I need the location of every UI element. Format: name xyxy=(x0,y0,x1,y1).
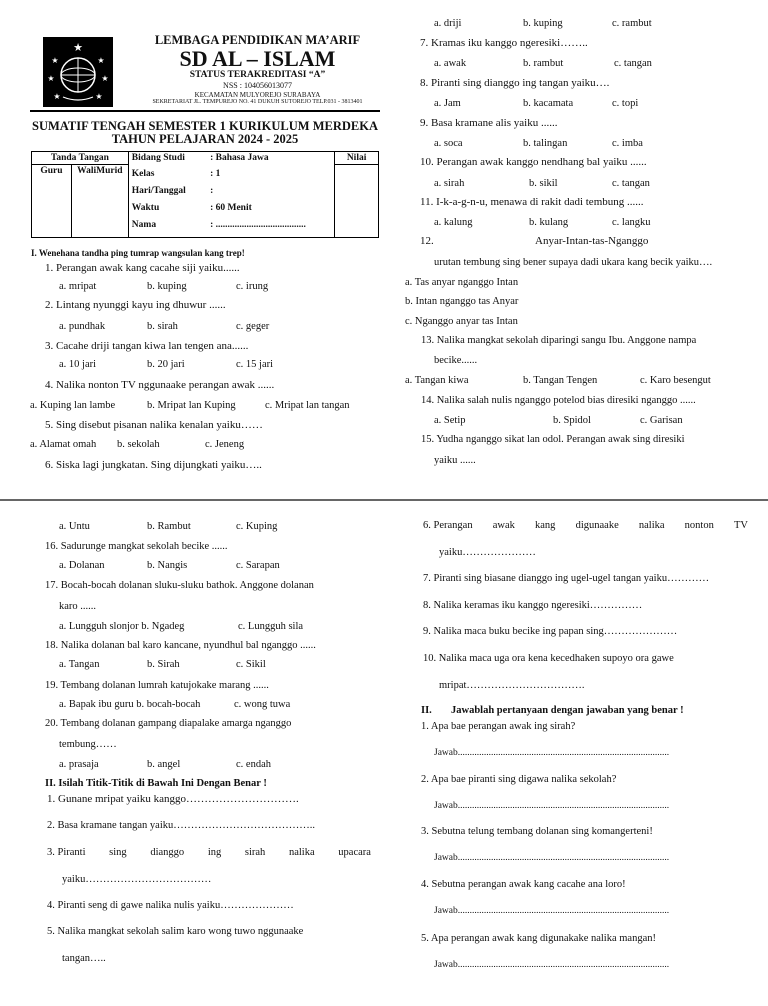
parent-signature-cell: WaliMurid xyxy=(71,165,128,238)
header-rule xyxy=(30,110,380,112)
question-17-cont: karo ...... xyxy=(59,601,97,612)
question-15: 15. Yudha nganggo sikat lan odol. Perangan awak sing diresiki xyxy=(421,434,685,445)
fill-question-8: 8. Nalika keramas iku kanggo ngeresiki…………… xyxy=(423,600,643,611)
fill-question-4: 4. Piranti seng di gawe nalika nulis yaiku………………… xyxy=(47,900,294,911)
svg-text:★: ★ xyxy=(73,42,83,54)
row-label: Kelas xyxy=(128,165,207,182)
option[interactable]: c. irung xyxy=(236,281,269,292)
option[interactable]: b. kacamata xyxy=(523,98,574,109)
fill-question-3-cont: yaiku……………………………… xyxy=(62,874,212,885)
option[interactable]: a. Setip xyxy=(434,415,466,426)
option[interactable]: b. Mripat lan Kuping xyxy=(147,400,236,411)
option[interactable]: b. kuping xyxy=(147,281,187,292)
row-value: : 60 Menit xyxy=(207,199,335,216)
option[interactable]: a. kalung xyxy=(434,217,473,228)
score-header: Nilai xyxy=(335,152,379,165)
fill-question-6: 6. Perangan awak kang digunaake nalika nonton TV xyxy=(423,520,748,531)
svg-text:★: ★ xyxy=(95,92,103,101)
option[interactable]: c. topi xyxy=(612,98,639,109)
question-10: 10. Perangan awak kanggo nendhang bal yaiku ...... xyxy=(420,156,647,168)
option[interactable]: a. Untu xyxy=(59,521,90,532)
option[interactable]: c. Jeneng xyxy=(205,439,245,450)
question-2: 2. Lintang nyunggi kayu ing dhuwur ...... xyxy=(45,299,226,311)
option[interactable]: c. Mripat lan tangan xyxy=(265,400,350,411)
essay-question-2: 2. Apa bae piranti sing digawa nalika sekolah? xyxy=(421,774,617,785)
question-9: 9. Basa kramane alis yaiku ...... xyxy=(420,117,558,129)
option[interactable]: a. Tas anyar nganggo Intan xyxy=(405,277,519,288)
question-12: urutan tembung sing bener supaya dadi ukara kang becik yaiku…. xyxy=(434,257,713,268)
option[interactable]: c. Garisan xyxy=(640,415,683,426)
fill-question-10-cont: mripat……………………………. xyxy=(439,680,585,691)
option[interactable]: a. Kuping lan lambe xyxy=(30,400,116,411)
question-4: 4. Nalika nonton TV nggunaake perangan awak ...... xyxy=(45,379,275,391)
option[interactable]: c. tangan xyxy=(614,58,652,69)
option[interactable]: c. endah xyxy=(236,759,271,770)
option[interactable]: a. Alamat omah xyxy=(30,439,97,450)
section-3-number: II. xyxy=(421,705,432,716)
essay-question-5: 5. Apa perangan awak kang digunakake nalika mangan! xyxy=(421,933,656,944)
row-label: Nama xyxy=(128,216,207,233)
fill-question-9: 9. Nalika maca buku becike ing papan sing………………… xyxy=(423,626,678,637)
option[interactable]: c. rambut xyxy=(612,18,652,29)
school-name: SD AL – ISLAM xyxy=(179,46,336,71)
option[interactable]: a. mripat xyxy=(59,281,97,292)
answer-line[interactable]: Jawab......................................................................................... xyxy=(434,801,670,811)
question-5: 5. Sing disebut pisanan nalika kenalan yaiku…… xyxy=(45,419,263,431)
option[interactable]: b. sikil xyxy=(529,178,558,189)
fill-question-2: 2. Basa kramane tangan yaiku………………………………….. xyxy=(47,820,315,831)
svg-text:★: ★ xyxy=(51,56,59,65)
question-18: 18. Nalika dolanan bal karo kancane, nyundhul bal nganggo ...... xyxy=(45,640,316,651)
essay-question-1: 1. Apa bae perangan awak ing sirah? xyxy=(421,721,576,732)
option[interactable]: c. Lungguh sila xyxy=(238,621,304,632)
option[interactable]: b. talingan xyxy=(523,138,568,149)
option[interactable]: c. Karo besengut xyxy=(640,375,711,386)
svg-text:★: ★ xyxy=(101,74,109,83)
option[interactable]: b. Nangis xyxy=(147,560,188,571)
option[interactable]: c. imba xyxy=(612,138,643,149)
option[interactable]: b. kulang xyxy=(529,217,569,228)
question-3: 3. Cacahe driji tangan kiwa lan tengen ana...... xyxy=(45,340,249,352)
option[interactable]: c. Kuping xyxy=(236,521,278,532)
question-19: 19. Tembang dolanan lumrah katujokake marang ...... xyxy=(45,680,269,691)
district: KECAMATAN MULYOREJO SURABAYA xyxy=(194,91,321,99)
option[interactable]: a. Dolanan xyxy=(59,560,105,571)
row-value: : 1 xyxy=(207,165,335,182)
question-11: 11. I-k-a-g-n-u, menawa di rakit dadi tembung ...... xyxy=(420,196,644,208)
option[interactable]: a. sirah xyxy=(434,178,465,189)
nss-number: NSS : 104056013077 xyxy=(223,81,292,90)
option[interactable]: a. awak xyxy=(434,58,467,69)
option[interactable]: b. sekolah xyxy=(117,439,160,450)
option[interactable]: c. geger xyxy=(236,321,270,332)
option[interactable]: b. Rambut xyxy=(147,521,191,532)
question-12-number: 12. xyxy=(420,235,434,247)
answer-line[interactable]: Jawab......................................................................................... xyxy=(434,748,670,758)
row-label: Bidang Studi xyxy=(128,152,207,165)
essay-question-3: 3. Sebutna telung tembang dolanan sing komangerteni! xyxy=(421,826,653,837)
option[interactable]: a. Tangan kiwa xyxy=(405,375,469,386)
row-value: : xyxy=(207,182,335,199)
option[interactable]: a. soca xyxy=(434,138,463,149)
option[interactable]: a. Lungguh slonjor b. Ngadeg xyxy=(59,621,185,632)
fill-question-3: 3. Piranti sing dianggo ing sirah nalika upacara xyxy=(47,847,371,858)
section-2-title: II. Isilah Titik-Titik di Bawah Ini Dengan Benar ! xyxy=(45,778,267,789)
row-label: Hari/Tanggal xyxy=(128,182,207,199)
essay-question-4: 4. Sebutna perangan awak kang cacahe ana loro! xyxy=(421,879,626,890)
question-16: 16. Sadurunge mangkat sekolah becike ...... xyxy=(45,541,228,552)
question-17: 17. Bocah-bocah dolanan sluku-sluku bathok. Anggone dolanan xyxy=(45,580,314,591)
question-8: 8. Piranti sing dianggo ing tangan yaiku…. xyxy=(420,77,610,89)
option[interactable]: c. Nganggo anyar tas Intan xyxy=(405,316,518,327)
fill-question-10: 10. Nalika maca uga ora kena kecedhaken supoyo ora gawe xyxy=(423,653,674,664)
accreditation-status: STATUS TERAKREDITASI “A” xyxy=(189,70,326,80)
question-20-cont: tembung…… xyxy=(59,739,117,750)
option[interactable]: b. rambut xyxy=(523,58,564,69)
question-13-cont: becike...... xyxy=(434,355,478,366)
school-logo xyxy=(43,37,113,107)
question-7: 7. Kramas iku kanggo ngeresiki…….. xyxy=(420,37,588,49)
answer-line[interactable]: Jawab......................................................................................... xyxy=(434,960,670,970)
option[interactable]: c. langku xyxy=(612,217,651,228)
page-divider xyxy=(0,499,768,501)
option[interactable]: b. Sirah xyxy=(147,659,180,670)
row-value: : Bahasa Jawa xyxy=(207,152,335,165)
option[interactable]: b. angel xyxy=(147,759,181,770)
option[interactable]: a. prasaja xyxy=(59,759,99,770)
section-3-title: Jawablah pertanyaan dengan jawaban yang benar ! xyxy=(451,705,684,716)
option[interactable]: b. Spidol xyxy=(553,415,591,426)
svg-text:★: ★ xyxy=(53,92,61,101)
score-cell[interactable] xyxy=(335,165,379,238)
option[interactable]: a. Bapak ibu guru b. bocah-bocah xyxy=(59,699,201,710)
svg-text:★: ★ xyxy=(97,56,105,65)
option[interactable]: c. wong tuwa xyxy=(234,699,291,710)
name-field[interactable]: : ...................................... xyxy=(207,216,335,233)
question-14: 14. Nalika salah nulis nganggo potelod bias diresiki nganggo ...... xyxy=(421,395,696,406)
org-name: LEMBAGA PENDIDIKAN MA’ARIF xyxy=(154,33,361,47)
fill-question-7: 7. Piranti sing biasane dianggo ing ugel-ugel tangan yaiku………… xyxy=(423,573,710,584)
teacher-signature-cell: Guru xyxy=(32,165,72,238)
question-6: 6. Siska lagi jungkatan. Sing dijungkati yaiku….. xyxy=(45,459,262,471)
fill-question-6-cont: yaiku………………… xyxy=(439,547,536,558)
exam-year: TAHUN PELAJARAN 2024 - 2025 xyxy=(111,132,299,146)
question-12-words: Anyar-Intan-tas-Nganggo xyxy=(535,235,649,247)
address: SEKRETARIAT JL. TEMPUREJO NO. 41 DUKUH SUTOREJO TELP.031 - 3813401 xyxy=(152,99,363,105)
svg-text:★: ★ xyxy=(47,74,55,83)
option[interactable]: a. Jam xyxy=(434,98,461,109)
signature-header: Tanda Tangan xyxy=(32,152,129,165)
exam-title: SUMATIF TENGAH SEMESTER 1 KURIKULUM MERDEKA xyxy=(32,119,378,133)
option[interactable]: c. Sikil xyxy=(236,659,266,670)
answer-line[interactable]: Jawab......................................................................................... xyxy=(434,906,670,916)
row-label: Waktu xyxy=(128,199,207,216)
fill-question-5: 5. Nalika mangkat sekolah salim karo wong tuwo nggunaake xyxy=(47,926,304,937)
option[interactable]: b. Tangan Tengen xyxy=(523,375,598,386)
option[interactable]: b. kuping xyxy=(523,18,563,29)
option[interactable]: c. 15 jari xyxy=(236,359,274,370)
question-1: 1. Perangan awak kang cacahe siji yaiku...... xyxy=(45,262,240,274)
fill-question-1: 1. Gunane mripat yaiku kanggo…………………………. xyxy=(47,793,299,805)
question-15-cont: yaiku ...... xyxy=(434,455,476,466)
option[interactable]: a. driji xyxy=(434,18,462,29)
section-1-title: I. Wenehana tandha ping tumrap wangsulan kang trep! xyxy=(31,248,245,258)
option[interactable]: c. tangan xyxy=(612,178,650,189)
fill-question-5-cont: tangan….. xyxy=(62,953,106,964)
student-info-table xyxy=(31,151,379,238)
option[interactable]: b. Intan nganggo tas Anyar xyxy=(405,296,519,307)
question-13: 13. Nalika mangkat sekolah diparingi sangu Ibu. Anggone nampa xyxy=(421,335,697,346)
question-20: 20. Tembang dolanan gampang diapalake amarga nganggo xyxy=(45,718,292,729)
option[interactable]: b. sirah xyxy=(147,321,178,332)
option[interactable]: b. 20 jari xyxy=(147,359,185,370)
option[interactable]: a. pundhak xyxy=(59,321,106,332)
answer-line[interactable]: Jawab......................................................................................... xyxy=(434,853,670,863)
option[interactable]: a. Tangan xyxy=(59,659,100,670)
option[interactable]: c. Sarapan xyxy=(236,560,280,571)
option[interactable]: a. 10 jari xyxy=(59,359,97,370)
